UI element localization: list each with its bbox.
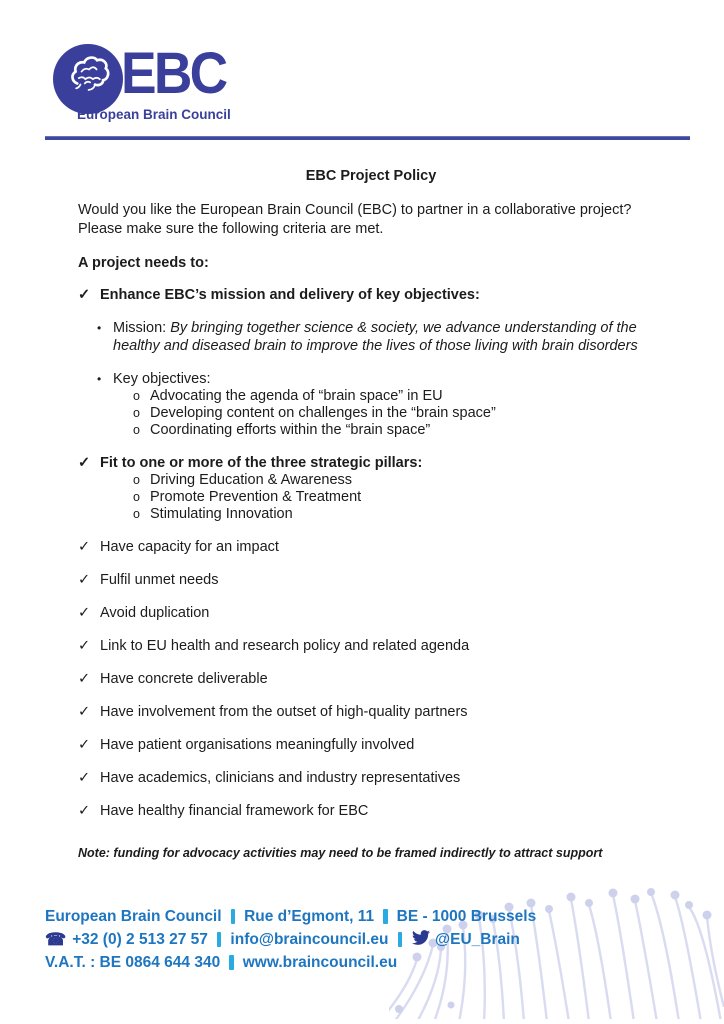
checklist-item [0,286,724,304]
footer-website: www.braincouncil.eu [242,953,398,971]
intro-paragraph: Would you like the European Brain Council (EBC) to partner in a collaborative project? Please make sure the following criteria are met. [78,202,632,237]
footer-contact-block [45,905,536,974]
sub-sub-item-text: Promote Prevention & Treatment [150,489,362,505]
twitter-icon [412,930,430,950]
checklist-item-text: Have capacity for an impact [100,539,279,555]
phone-icon: ☎ [45,930,67,949]
checklist-item [0,538,724,556]
checklist-item [0,454,724,472]
separator-bar [229,955,234,970]
ebc-logo [53,44,123,114]
logo-subtitle: European Brain Council [77,107,231,122]
section-heading: A project needs to: [78,255,209,271]
checkmark-icon: ✓ [78,638,91,654]
footer-email: info@braincouncil.eu [230,930,389,948]
sub-bullet-text: Key objectives: [113,371,211,387]
checklist-item-text: Have academics, clinicians and industry representatives [100,770,461,786]
funding-note: Note: funding for advocacy activities may need to be framed indirectly to attract support [78,846,603,860]
checklist-item [0,571,724,589]
checklist-item [0,604,724,622]
sub-sub-item [0,506,724,523]
separator-bar [383,909,388,924]
checklist-item-text: Fulfil unmet needs [100,572,219,588]
checklist-item-text: Have concrete deliverable [100,671,268,687]
criteria-checklist [0,286,724,820]
sub-sub-item-text: Driving Education & Awareness [150,472,353,488]
sub-sub-item [0,472,724,489]
footer-line-contact [45,928,536,951]
page-title: EBC Project Policy [305,168,437,184]
header-divider [45,136,690,140]
separator-bar [231,909,236,924]
circle-bullet-icon: o [133,490,140,504]
checklist-item-text: Avoid duplication [100,605,210,621]
checklist-item [0,736,724,754]
mission-label: Mission: [113,320,171,336]
mission-text [113,319,666,355]
sub-sub-item [0,405,724,422]
checklist-item [0,802,724,820]
footer-city: BE - 1000 Brussels [396,907,537,925]
sub-sub-item-text: Developing content on challenges in the “brain space” [150,405,496,421]
checkmark-icon: ✓ [78,539,91,555]
sub-bullet-item [0,370,724,388]
checkmark-icon: ✓ [78,803,91,819]
mission-statement: By bringing together science & society, we advance understanding of the healthy and diseased brain to improve the lives of those living with brain disorders [113,320,638,354]
sub-sub-item-text: Coordinating efforts within the “brain space” [150,422,431,438]
checklist-item-text: Fit to one or more of the three strategic pillars: [100,455,423,471]
footer-line-vat [45,951,536,974]
bullet-icon: • [97,321,102,335]
document-body [0,168,724,860]
checkmark-icon: ✓ [78,605,91,621]
checkmark-icon: ✓ [78,737,91,753]
checklist-item [0,670,724,688]
checkmark-icon: ✓ [78,671,91,687]
checkmark-icon: ✓ [78,572,91,588]
sub-bullet-item [0,319,724,355]
checkmark-icon: ✓ [78,770,91,786]
footer-vat: V.A.T. : BE 0864 644 340 [45,953,221,971]
checklist-item [0,703,724,721]
checkmark-icon: ✓ [78,455,91,471]
circle-bullet-icon: o [133,423,140,437]
separator-bar [398,932,403,947]
brain-icon [61,50,115,109]
footer-line-address [45,905,536,928]
checkmark-icon: ✓ [78,704,91,720]
sub-sub-item-text: Stimulating Innovation [150,506,293,522]
footer-twitter-handle: @EU_Brain [435,930,520,948]
circle-bullet-icon: o [133,473,140,487]
footer-org-name: European Brain Council [45,907,222,925]
bullet-icon: • [97,372,102,386]
sub-sub-item [0,489,724,506]
sub-sub-item [0,388,724,405]
sub-sub-item-text: Advocating the agenda of “brain space” in EU [150,388,443,404]
checkmark-icon: ✓ [78,287,91,303]
circle-bullet-icon: o [133,389,140,403]
sub-sub-item [0,422,724,439]
checklist-item [0,769,724,787]
checklist-item-text: Link to EU health and research policy and related agenda [100,638,470,654]
footer-street: Rue d’Egmont, 11 [244,907,375,925]
checklist-item-text: Have healthy financial framework for EBC [100,803,369,819]
checklist-item-text: Have involvement from the outset of high-quality partners [100,704,468,720]
checklist-item-text: Have patient organisations meaningfully involved [100,737,415,753]
footer-phone: +32 (0) 2 513 27 57 [72,930,208,948]
logo-acronym: EBC [121,41,226,106]
checklist-item [0,637,724,655]
checklist-item-text: Enhance EBC’s mission and delivery of key objectives: [100,287,480,303]
separator-bar [217,932,222,947]
circle-bullet-icon: o [133,406,140,420]
circle-bullet-icon: o [133,507,140,521]
